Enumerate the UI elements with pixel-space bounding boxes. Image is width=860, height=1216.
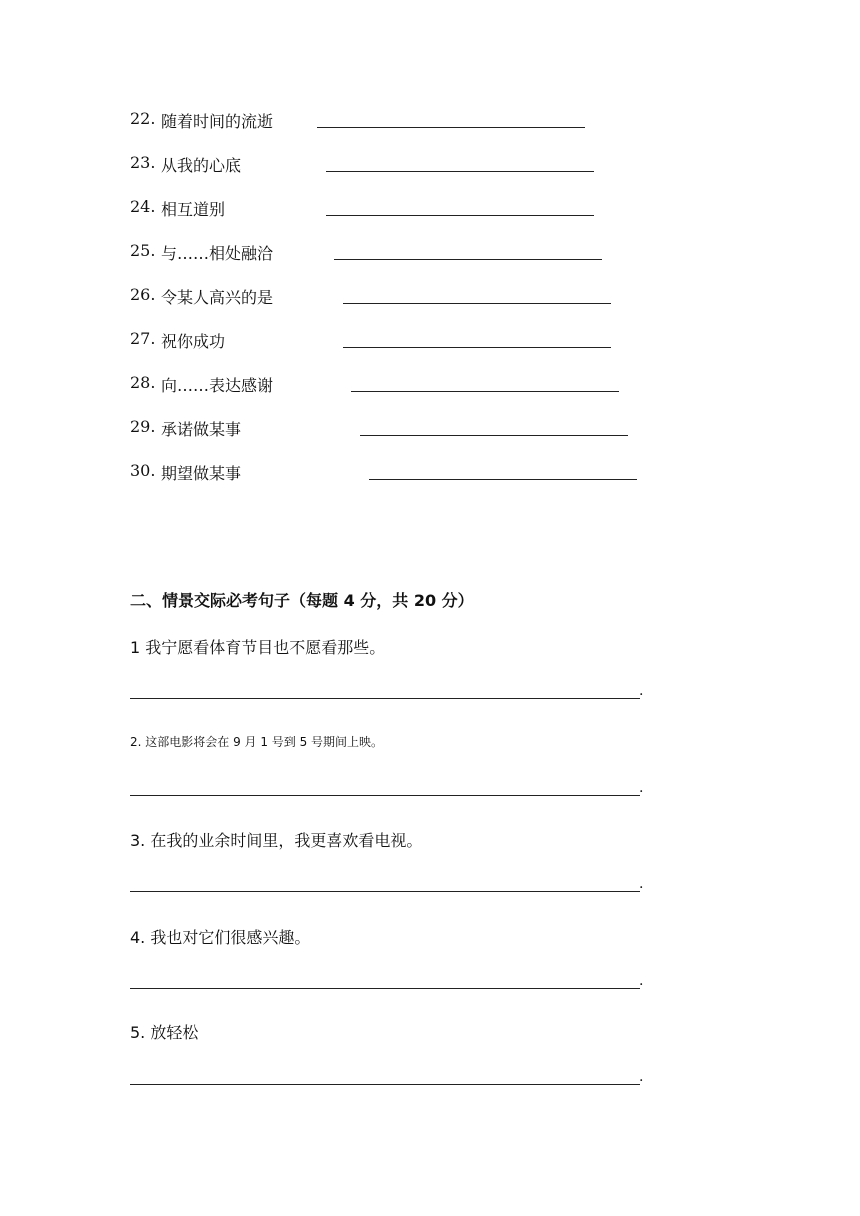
item-number: 24. bbox=[130, 197, 156, 216]
answer-line[interactable] bbox=[130, 988, 640, 989]
answer-line[interactable] bbox=[360, 435, 628, 436]
item-number: 25. bbox=[130, 241, 156, 260]
vocab-item bbox=[130, 329, 690, 353]
item-prompt: 与……相处融洽 bbox=[161, 244, 274, 263]
vocab-item bbox=[130, 153, 690, 177]
item-prompt: 期望做某事 bbox=[161, 464, 242, 483]
answer-line[interactable] bbox=[130, 1084, 640, 1085]
item-prompt: 承诺做某事 bbox=[161, 420, 242, 439]
question-prompt: 5. 放轻松 bbox=[130, 1023, 199, 1042]
vocab-item bbox=[130, 461, 690, 485]
section-title: 二、情景交际必考句子（每题 4 分，共 20 分） bbox=[130, 591, 474, 610]
answer-line[interactable] bbox=[369, 479, 637, 480]
item-number: 22. bbox=[130, 109, 156, 128]
answer-line[interactable] bbox=[130, 891, 640, 892]
answer-line[interactable] bbox=[343, 347, 611, 348]
answer-line[interactable] bbox=[326, 171, 594, 172]
question-prompt: 2. 这部电影将会在 9 月 1 号到 5 号期间上映。 bbox=[130, 735, 384, 749]
answer-line[interactable] bbox=[326, 215, 594, 216]
question-prompt: 3. 在我的业余时间里，我更喜欢看电视。 bbox=[130, 831, 423, 850]
vocab-item bbox=[130, 285, 690, 309]
answer-line[interactable] bbox=[130, 698, 640, 699]
vocab-item bbox=[130, 241, 690, 265]
vocab-item bbox=[130, 417, 690, 441]
sentence-end: . bbox=[639, 780, 644, 796]
sentence-end: . bbox=[639, 876, 644, 892]
item-number: 28. bbox=[130, 373, 156, 392]
answer-line[interactable] bbox=[351, 391, 619, 392]
vocab-item bbox=[130, 197, 690, 221]
item-number: 26. bbox=[130, 285, 156, 304]
question-prompt: 1 我宁愿看体育节目也不愿看那些。 bbox=[130, 638, 386, 657]
sentence-end: . bbox=[639, 683, 644, 699]
sentence-end: . bbox=[639, 1069, 644, 1085]
item-number: 29. bbox=[130, 417, 156, 436]
item-prompt: 随着时间的流逝 bbox=[161, 112, 274, 131]
answer-line[interactable] bbox=[343, 303, 611, 304]
item-prompt: 令某人高兴的是 bbox=[161, 288, 274, 307]
item-number: 27. bbox=[130, 329, 156, 348]
answer-line[interactable] bbox=[130, 795, 640, 796]
vocab-item bbox=[130, 373, 690, 397]
item-prompt: 从我的心底 bbox=[161, 156, 242, 175]
item-prompt: 向……表达感谢 bbox=[161, 376, 274, 395]
question-prompt: 4. 我也对它们很感兴趣。 bbox=[130, 928, 311, 947]
item-number: 23. bbox=[130, 153, 156, 172]
answer-line[interactable] bbox=[334, 259, 602, 260]
answer-line[interactable] bbox=[317, 127, 585, 128]
item-prompt: 相互道别 bbox=[161, 200, 226, 219]
sentence-end: . bbox=[639, 973, 644, 989]
vocab-item bbox=[130, 109, 690, 133]
item-prompt: 祝你成功 bbox=[161, 332, 226, 351]
item-number: 30. bbox=[130, 461, 156, 480]
